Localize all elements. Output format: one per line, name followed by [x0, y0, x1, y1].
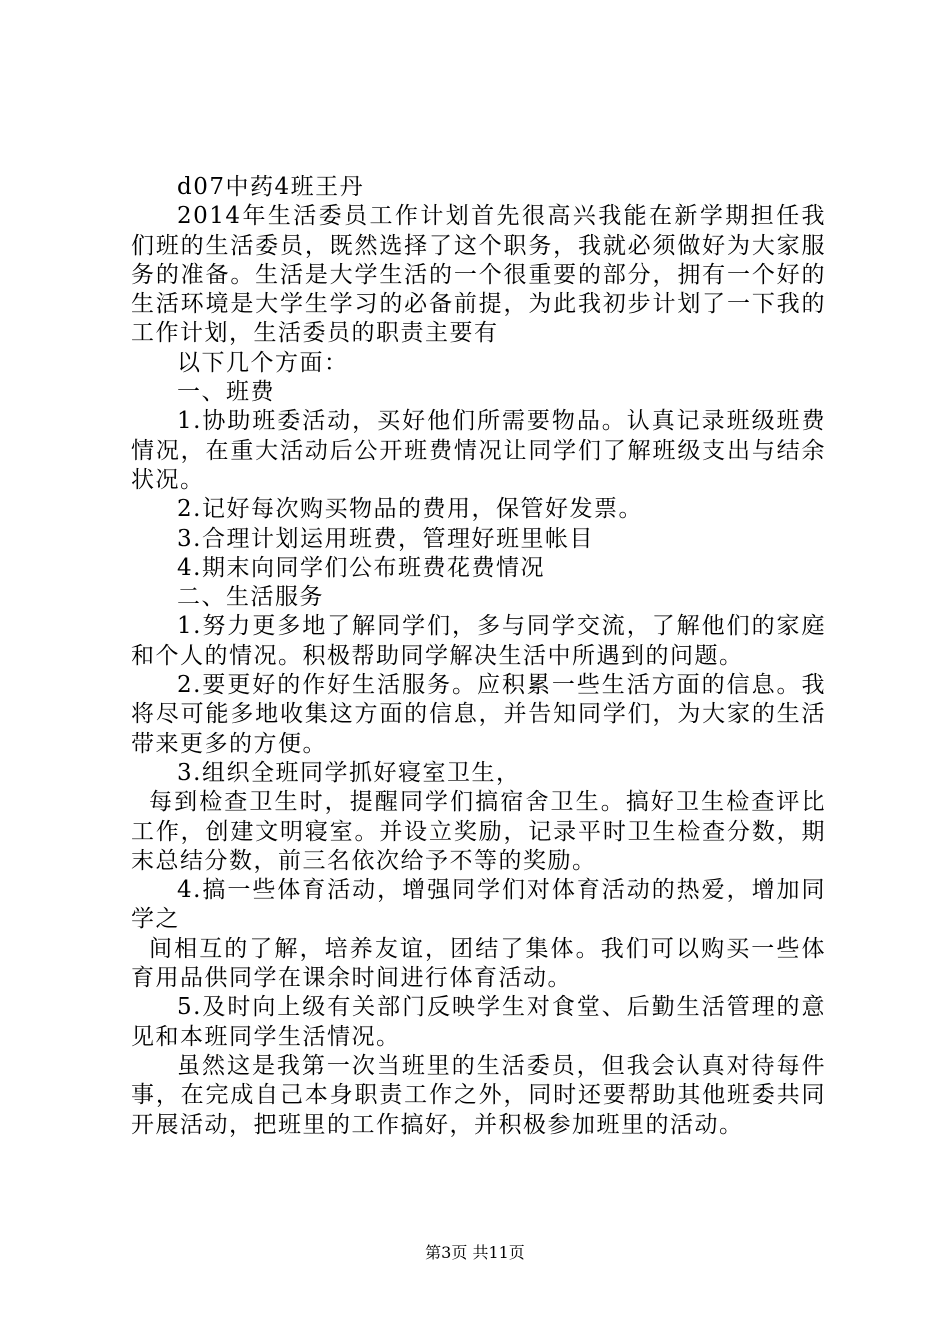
life-service-item-5: 5.及时向上级有关部门反映学生对食堂、后勤生活管理的意见和本班同学生活情况。 — [131, 994, 826, 1050]
life-service-item-4-continuation: 间相互的了解，培养友谊，团结了集体。我们可以购买一些体育用品供同学在课余时间进行体育活动。 — [131, 935, 826, 992]
class-fee-item-1: 1.协助班委活动，买好他们所需要物品。认真记录班级班费情况，在重大活动后公开班费情况让同学们了解班级支出与结余状况。 — [131, 408, 826, 493]
life-service-item-3: 3.组织全班同学抓好寝室卫生， — [177, 759, 521, 786]
class-fee-item-3: 3.合理计划运用班费，管理好班里帐目 — [177, 525, 594, 552]
closing-paragraph: 虽然这是我第一次当班里的生活委员，但我会认真对待每件事，在完成自己本身职责工作之外，同时还要帮助其他班委共同开展活动，把班里的工作搞好，并积极参加班里的活动。 — [131, 1052, 826, 1138]
intro-paragraph: 2014年生活委员工作计划首先很高兴我能在新学期担任我们班的生活委员，既然选择了这个职务，我就必须做好为大家服务的准备。生活是大学生活的一个很重要的部分，拥有一个好的生活环境是大学生学习的必备前提，为此我初步计划了一下我的工作计划，生活委员的职责主要有 — [131, 203, 826, 347]
life-service-item-4: 4.搞一些体育活动，增强同学们对体育活动的热爱，增加同学之 — [131, 877, 826, 933]
intro-continuation: 以下几个方面： — [177, 349, 349, 376]
author-line: d07中药4班王丹 — [177, 174, 365, 200]
life-service-item-1: 1.努力更多地了解同学们，多与同学交流，了解他们的家庭和个人的情况。积极帮助同学解决生活中所遇到的问题。 — [131, 613, 826, 669]
life-service-item-3-detail: 每到检查卫生时，提醒同学们搞宿舍卫生。搞好卫生检查评比工作，创建文明寝室。并设立奖励，记录平时卫生检查分数，期末总结分数，前三名依次给予不等的奖励。 — [131, 789, 826, 874]
section-heading-life-service: 二、生活服务 — [177, 584, 324, 611]
class-fee-item-2: 2.记好每次购买物品的费用，保管好发票。 — [177, 496, 643, 523]
page-footer: 第3页 共11页 — [425, 1243, 525, 1262]
class-fee-item-4: 4.期末向同学们公布班费花费情况 — [177, 554, 545, 581]
life-service-item-2: 2.要更好的作好生活服务。应积累一些生活方面的信息。我将尽可能多地收集这方面的信息，并告知同学们，为大家的生活带来更多的方便。 — [131, 672, 826, 757]
document-body — [131, 173, 826, 1140]
section-heading-class-fee: 一、班费 — [177, 379, 275, 406]
